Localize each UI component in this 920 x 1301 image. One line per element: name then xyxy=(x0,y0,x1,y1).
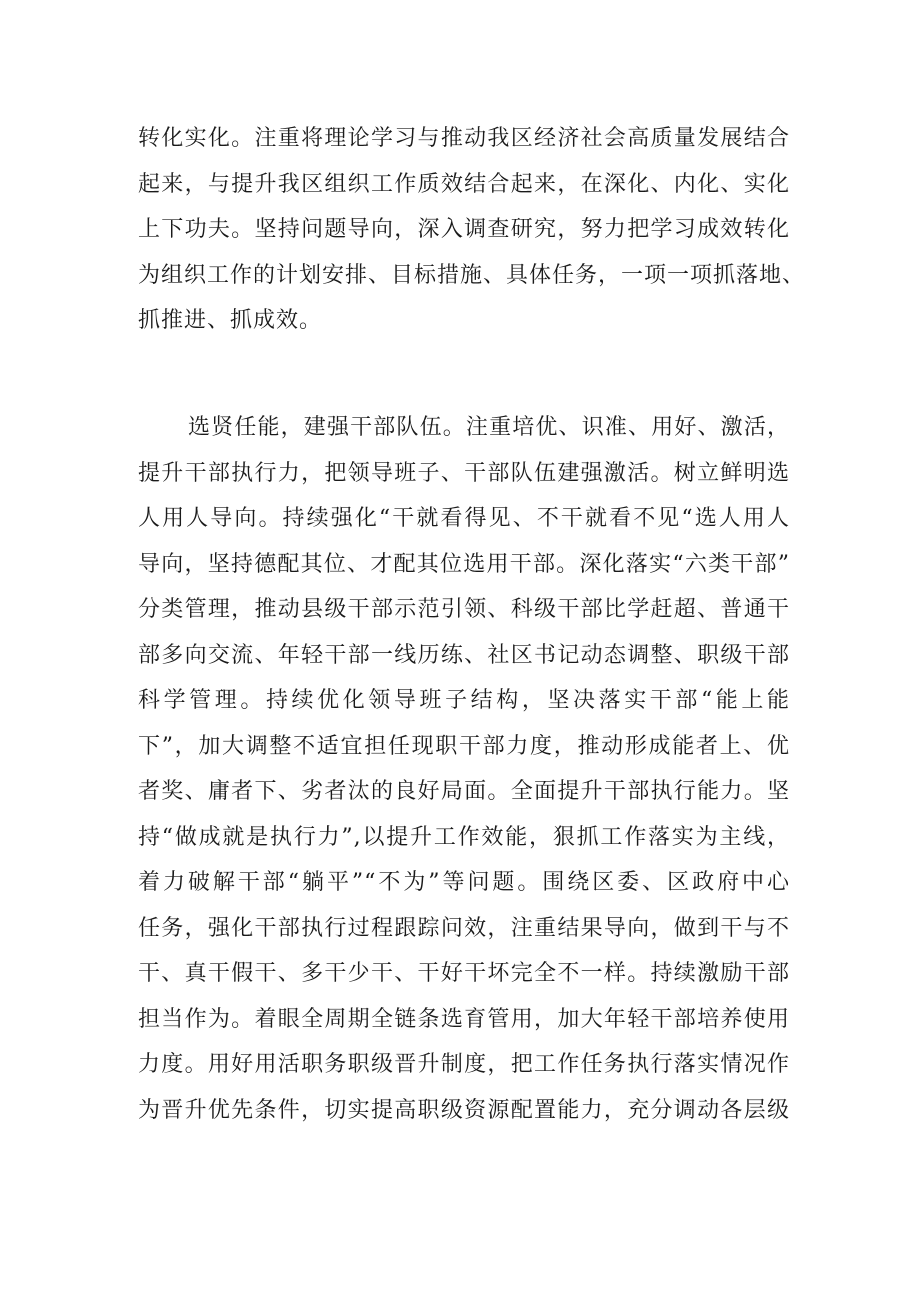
text-line: 人用人导向。持续强化“干就看得见、不干就看不见“选人用人 xyxy=(138,506,790,531)
text-line: 持“做成就是执行力”,以提升工作效能，狠抓工作落实为主线， xyxy=(138,824,790,850)
text-line: 为晋升优先条件，切实提高职级资源配置能力，充分调动各层级 xyxy=(138,1097,790,1123)
text-line: 提升干部执行力，把领导班子、干部队伍建强激活。树立鲜明选 xyxy=(138,460,790,486)
paragraph-2 xyxy=(138,405,790,1133)
text-line: 者奖、庸者下、劣者汰的良好局面。全面提升干部执行能力。坚 xyxy=(138,779,790,804)
text-line: 力度。用好用活职务职级晋升制度，把工作任务执行落实情况作 xyxy=(138,1052,790,1077)
paragraph-1 xyxy=(138,116,806,344)
text-line: 转化实化。注重将理论学习与推动我区经济社会高质量发展结合 xyxy=(138,126,790,151)
text-line: 担当作为。着眼全周期全链条选育管用，加大年轻干部培养使用 xyxy=(138,1006,790,1032)
text-line: 任务，强化干部执行过程跟踪问效，注重结果导向，做到干与不 xyxy=(138,915,790,941)
text-line: 下”，加大调整不适宜担任现职干部力度，推动形成能者上、优 xyxy=(138,733,790,759)
text-line: 干、真干假干、多干少干、干好干坏完全不一样。持续激励干部 xyxy=(138,961,790,986)
text-line: 抓推进、抓成效。 xyxy=(138,308,323,333)
text-line: 导向，坚持德配其位、才配其位选用干部。深化落实“六类干部” xyxy=(138,551,790,577)
text-line: 起来，与提升我区组织工作质效结合起来，在深化、内化、实化 xyxy=(138,171,790,197)
text-line: 科学管理。持续优化领导班子结构，坚决落实干部“能上能 xyxy=(138,688,790,713)
text-line: 分类管理，推动县级干部示范引领、科级干部比学赶超、普通干 xyxy=(138,597,790,622)
text-line: 上下功夫。坚持问题导向，深入调查研究，努力把学习成效转化 xyxy=(138,217,790,242)
text-line: 为组织工作的计划安排、目标措施、具体任务，一项一项抓落地、 xyxy=(138,262,806,288)
text-line: 选贤任能，建强干部队伍。注重培优、识准、用好、激活， xyxy=(188,415,790,440)
text-line: 着力破解干部“躺平”“不为”等问题。围绕区委、区政府中心 xyxy=(138,870,790,895)
text-line: 部多向交流、年轻干部一线历练、社区书记动态调整、职级干部 xyxy=(138,642,790,668)
